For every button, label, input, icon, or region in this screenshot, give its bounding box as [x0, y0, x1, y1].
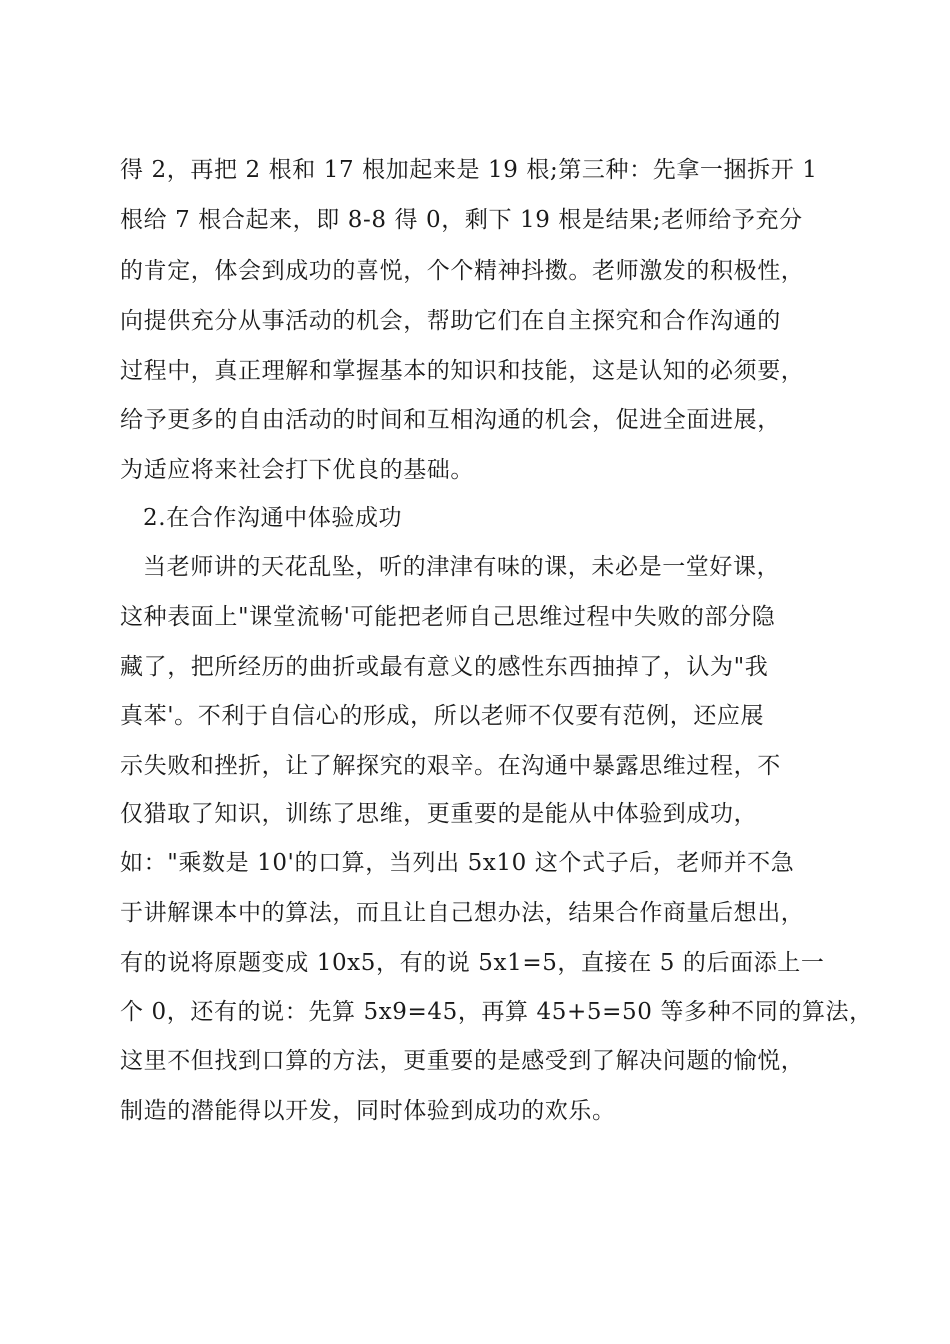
paragraph-line: 示失败和挫折，让了解探究的艰辛。在沟通中暴露思维过程，不 [120, 753, 781, 779]
paragraph-line: 个 0，还有的说：先算 5x9=45，再算 45+5=50 等多种不同的算法， [120, 999, 873, 1025]
paragraph-line: 的肯定，体会到成功的喜悦，个个精神抖擞。老师激发的积极性， [120, 258, 805, 284]
paragraph-line: 为适应将来社会打下优良的基础。 [120, 457, 474, 483]
paragraph-line: 真苯'。不利于自信心的形成，所以老师不仅要有范例，还应展 [120, 703, 765, 729]
paragraph-line: 这种表面上"课堂流畅'可能把老师自己思维过程中失败的部分隐 [120, 604, 776, 630]
paragraph-line: 给予更多的自由活动的时间和互相沟通的机会，促进全面进展， [120, 407, 781, 433]
paragraph-line: 仅猎取了知识，训练了思维，更重要的是能从中体验到成功， [120, 801, 758, 827]
paragraph-line: 得 2，再把 2 根和 17 根加起来是 19 根;第三种：先拿一捆拆开 1 [120, 157, 818, 183]
paragraph-line: 于讲解课本中的算法，而且让自己想办法，结果合作商量后想出， [120, 900, 805, 926]
paragraph-line: 这里不但找到口算的方法，更重要的是感受到了解决问题的愉悦， [120, 1048, 805, 1074]
paragraph-line: 向提供充分从事活动的机会，帮助它们在自主探究和合作沟通的 [120, 308, 781, 334]
paragraph-line: 如："乘数是 10'的口算，当列出 5x10 这个式子后，老师并不急 [120, 850, 795, 876]
paragraph-line: 当老师讲的天花乱坠，听的津津有味的课，未必是一堂好课， [143, 554, 781, 580]
paragraph-line: 根给 7 根合起来，即 8-8 得 0，剩下 19 根是结果;老师给予充分 [120, 207, 803, 233]
paragraph-line: 有的说将原题变成 10x5，有的说 5x1=5，直接在 5 的后面添上一 [120, 950, 825, 976]
section-heading: 2.在合作沟通中体验成功 [143, 505, 403, 531]
paragraph-line: 过程中，真正理解和掌握基本的知识和技能，这是认知的必须要， [120, 358, 805, 384]
paragraph-line: 制造的潜能得以开发，同时体验到成功的欢乐。 [120, 1098, 616, 1124]
paragraph-line: 藏了，把所经历的曲折或最有意义的感性东西抽掉了，认为"我 [120, 654, 769, 680]
